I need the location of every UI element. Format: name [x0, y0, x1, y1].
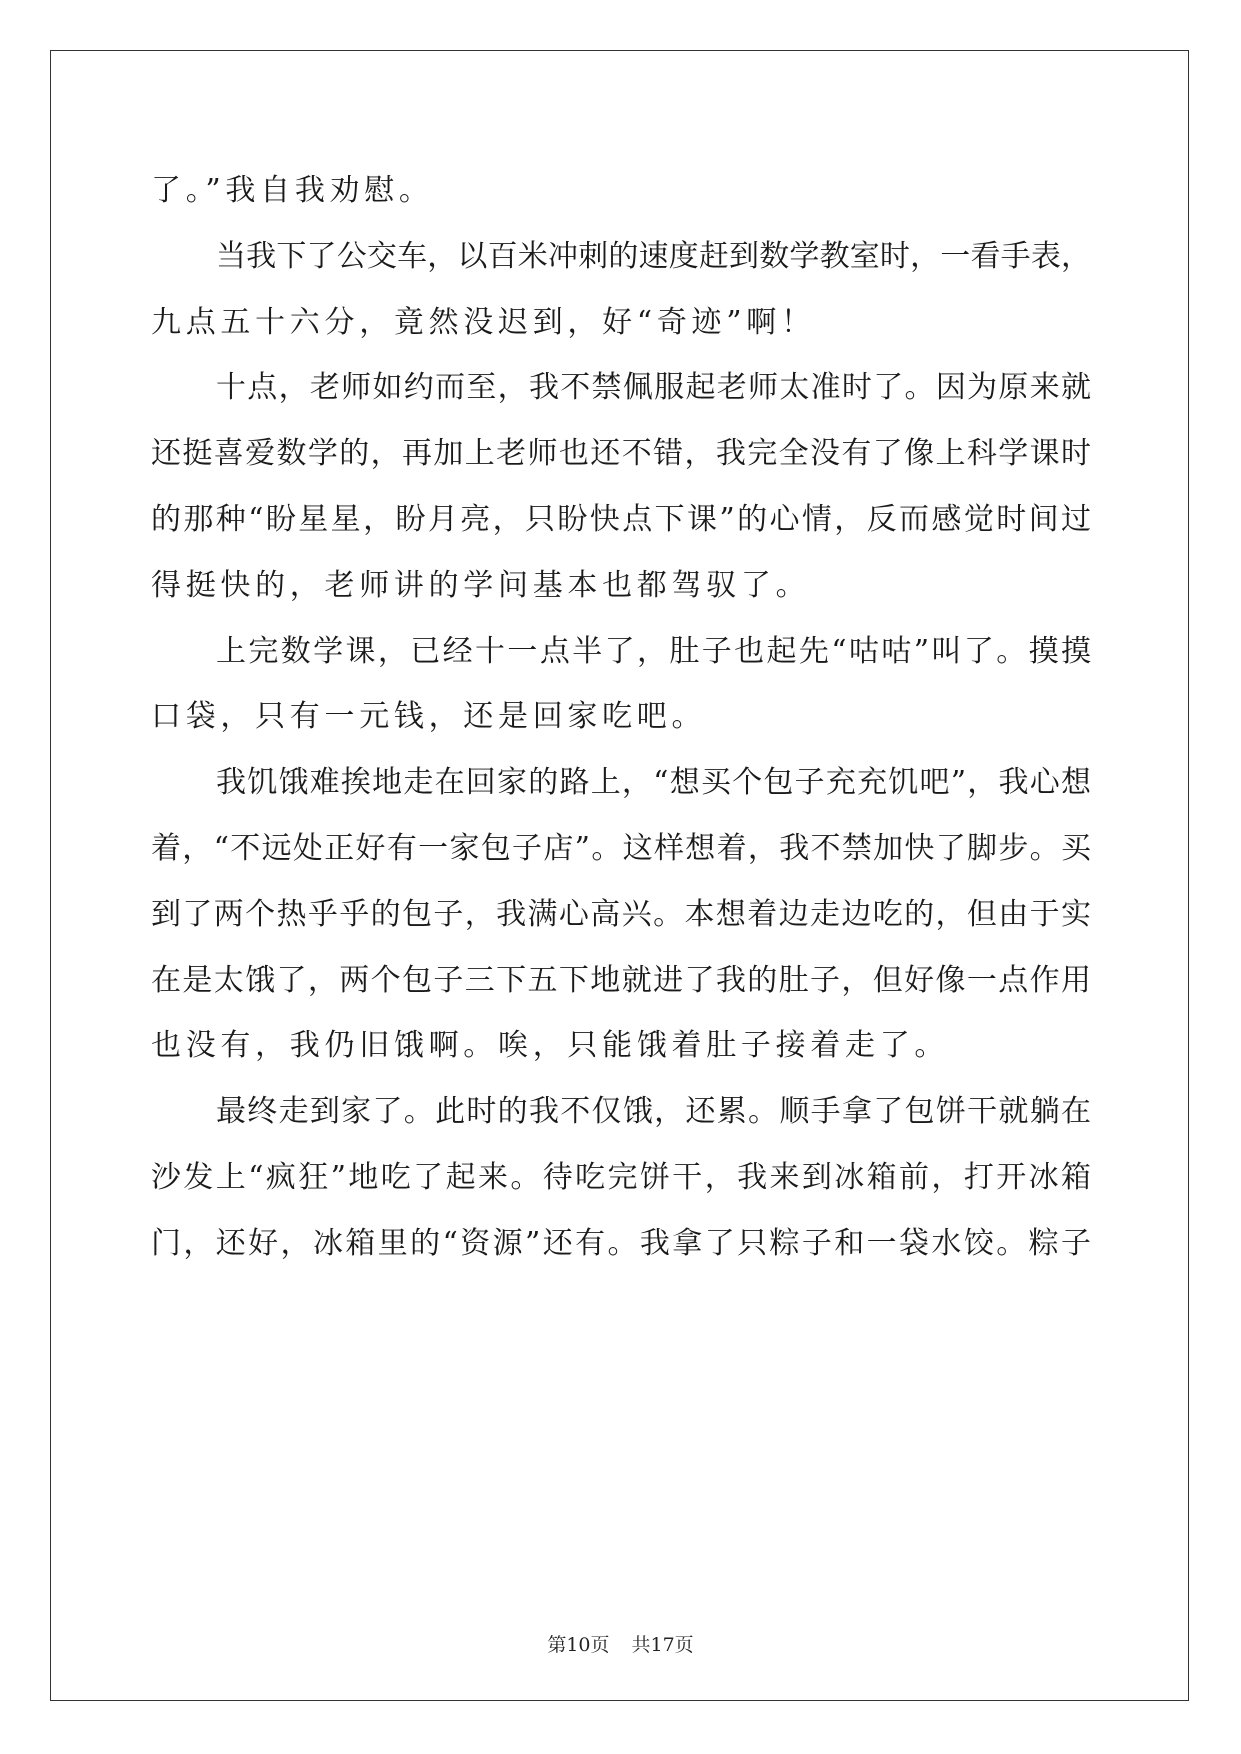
text-line-1: 了。”我自我劝慰。: [151, 173, 434, 208]
document-body: [151, 158, 1091, 1277]
text-line-2: 当我下了公交车，以百米冲刺的速度赶到数学教室时，一看手表，: [216, 238, 1091, 274]
text-line-14: 也没有，我仍旧饿啊。唉，只能饿着肚子接着走了。: [151, 1028, 950, 1064]
text-line-17: 门，还好，冰箱里的“资源”还有。我拿了只粽子和一袋水饺。粽子: [151, 1225, 1091, 1261]
text-line-8: 上完数学课，已经十一点半了，肚子也起先“咕咕”叫了。摸摸: [216, 633, 1091, 669]
text-line-4: 十点，老师如约而至，我不禁佩服起老师太准时了。因为原来就: [216, 370, 1091, 406]
text-line-5: 还挺喜爱数学的，再加上老师也还不错，我完全没有了像上科学课时: [151, 436, 1091, 472]
text-line-15: 最终走到家了。此时的我不仅饿，还累。顺手拿了包饼干就躺在: [216, 1094, 1091, 1130]
page-number-total: 共17页: [631, 1634, 694, 1656]
page-footer: [0, 1630, 1241, 1657]
page-number-current: 第10页: [547, 1634, 610, 1656]
text-line-7: 得挺快的，老师讲的学问基本也都驾驭了。: [151, 567, 811, 603]
text-line-10: 我饥饿难挨地走在回家的路上，“想买个包子充充饥吧”，我心想: [216, 765, 1091, 801]
text-line-12: 到了两个热乎乎的包子，我满心高兴。本想着边走边吃的，但由于实: [151, 896, 1091, 932]
text-line-13: 在是太饿了，两个包子三下五下地就进了我的肚子，但好像一点作用: [151, 962, 1091, 998]
text-line-16: 沙发上“疯狂”地吃了起来。待吃完饼干，我来到冰箱前，打开冰箱: [151, 1159, 1091, 1195]
text-line-9: 口袋，只有一元钱，还是回家吃吧。: [151, 699, 707, 735]
text-line-6: 的那种“盼星星，盼月亮，只盼快点下课”的心情，反而感觉时间过: [151, 501, 1091, 537]
text-line-11: 着，“不远处正好有一家包子店”。这样想着，我不禁加快了脚步。买: [151, 830, 1091, 866]
text-line-3: 九点五十六分，竟然没迟到，好“奇迹”啊！: [151, 304, 816, 340]
